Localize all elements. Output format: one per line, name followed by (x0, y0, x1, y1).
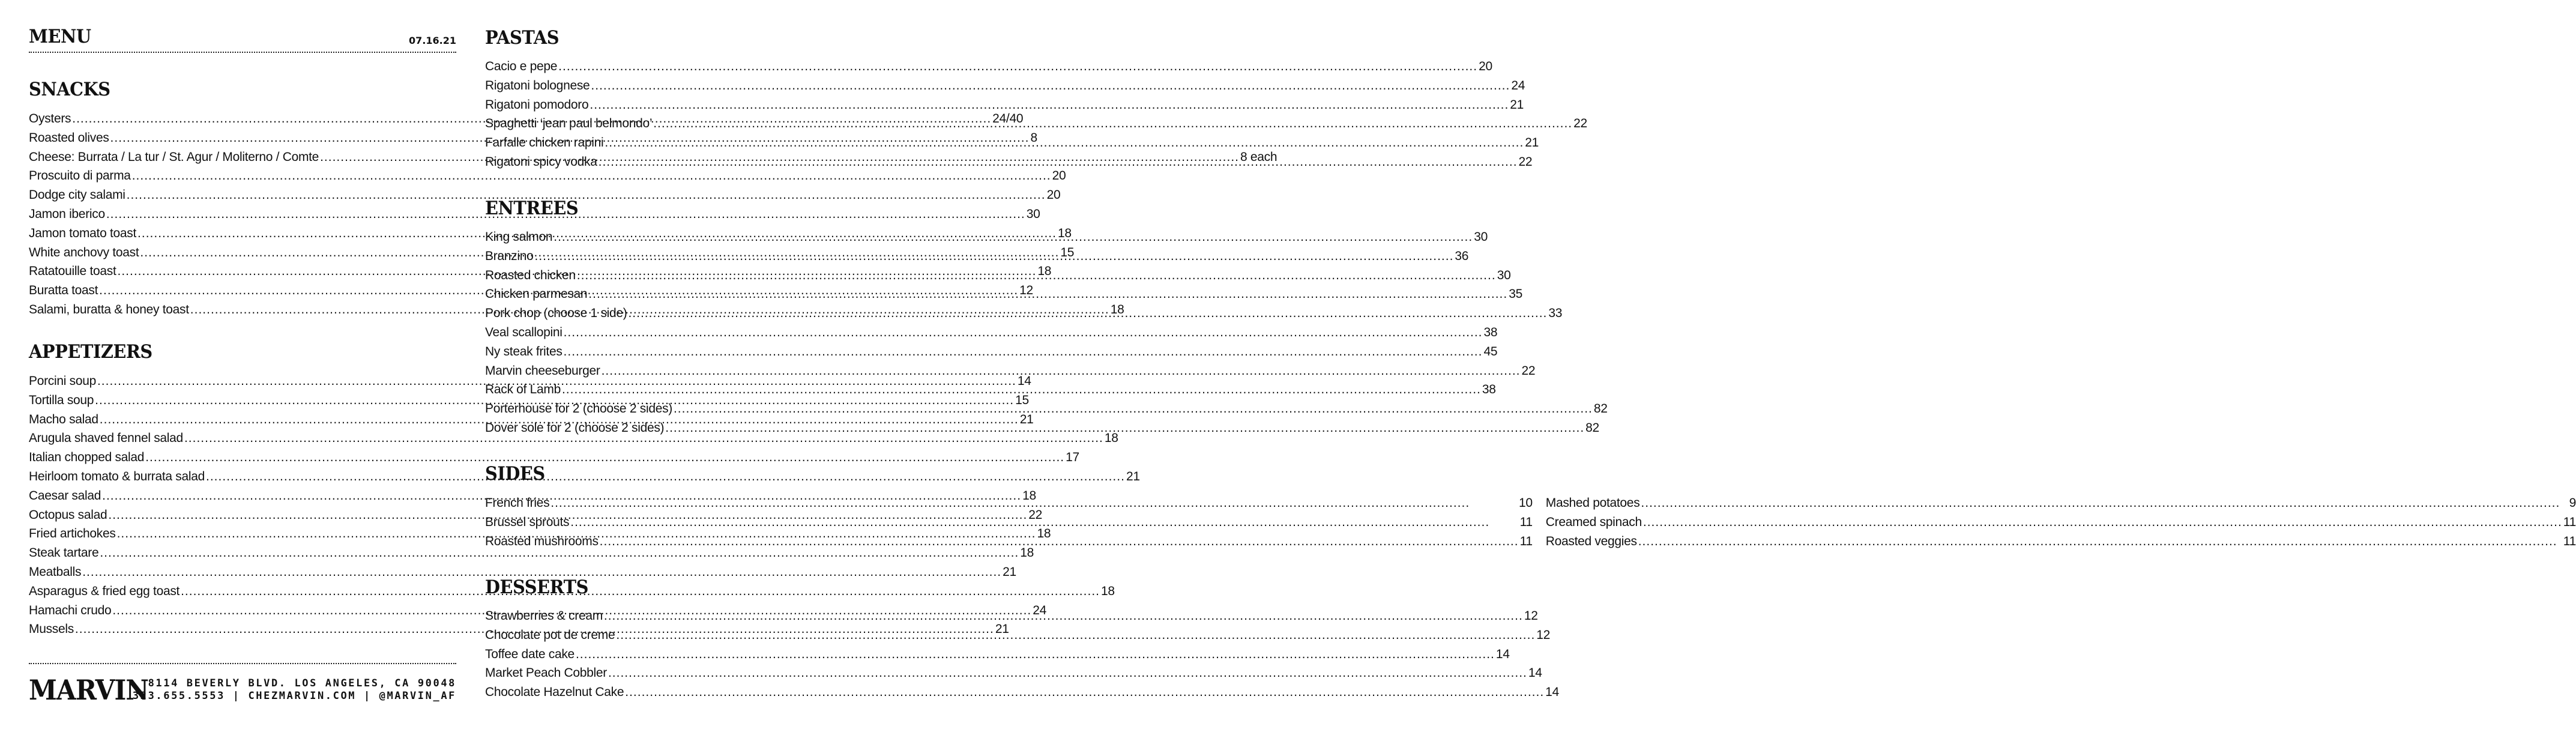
menu-item-name: Market Peach Cobbler (485, 666, 607, 680)
menu-item-price: 30 (1026, 207, 1040, 221)
dot-leader (127, 188, 1046, 202)
menu-item-name: Veal scallopini (485, 325, 563, 339)
section-title-pastas: PASTAS (485, 27, 560, 49)
menu-item-name: Dodge city salami (29, 188, 125, 202)
dot-leader (206, 470, 1125, 484)
menu-item-price: 10 (1519, 496, 1533, 510)
menu-item-price: 21 (1525, 136, 1539, 150)
menu-item (485, 97, 1524, 117)
menu-item-price: 14 (1495, 647, 1510, 661)
menu-item-price: 22 (1028, 507, 1043, 522)
menu-item-price: 18 (1057, 226, 1072, 240)
menu-item-name: Asparagus & fried egg toast (29, 584, 180, 598)
menu-item-price: 15 (1060, 245, 1075, 259)
menu-item-price: 30 (1474, 230, 1488, 244)
menu-item (485, 344, 1498, 364)
menu-item-name: Buratta toast (29, 283, 98, 298)
menu-header (29, 28, 456, 53)
address-line: 8114 BEVERLY BLVD. LOS ANGELES, CA 90048 (148, 677, 456, 689)
menu-item-price: 22 (1573, 116, 1587, 131)
menu-item-price: 18 (1022, 488, 1036, 503)
menu-item-name: Porcini soup (29, 374, 96, 388)
menu-item (29, 546, 1034, 565)
menu-item-name: Arugula shaved fennel salad (29, 431, 183, 446)
menu-item-name: Macho salad (29, 412, 98, 426)
dot-leader (590, 98, 1509, 112)
menu-item-name: Mashed potatoes (1545, 496, 1640, 510)
dot-leader (1643, 515, 2562, 530)
menu-item-price: 82 (1593, 402, 1608, 416)
menu-item (29, 169, 1066, 188)
menu-item (485, 78, 1525, 98)
menu-item (29, 564, 1016, 584)
menu-item-name: Porterhouse for 2 (choose 2 sides) (485, 402, 672, 416)
dot-leader (604, 609, 1523, 623)
menu-item-name: Branzino (485, 249, 534, 263)
menu-item-price: 11 (1519, 515, 1533, 529)
menu-item-name: Jamon iberico (29, 207, 105, 221)
menu-item-price: 24/40 (992, 112, 1024, 126)
menu-item-price: 36 (1455, 249, 1469, 263)
menu-item-price: 18 (1104, 431, 1118, 446)
menu-item-name: Caesar salad (29, 488, 101, 503)
dot-leader (628, 306, 1547, 321)
menu-item-price: 15 (1015, 393, 1029, 407)
menu-item (485, 534, 1533, 554)
menu-item (29, 188, 1061, 207)
menu-item-name: Cacio e pepe (485, 59, 558, 73)
dot-leader (605, 136, 1524, 150)
menu-item-price: 20 (1052, 169, 1066, 183)
menu-item-price: 14 (1528, 666, 1542, 680)
menu-item-name: King salmon (485, 230, 553, 244)
menu-item-price: 8 (1030, 130, 1037, 145)
menu-item (485, 647, 1510, 667)
section-title-sides: SIDES (485, 463, 545, 485)
dot-leader (625, 685, 1544, 700)
contact-line: 323.655.5553 | CHEZMARVIN.COM | @MARVIN_AF (132, 690, 456, 702)
dot-leader (181, 584, 1100, 599)
menu-item (1546, 534, 2576, 554)
menu-item-price: 20 (1046, 188, 1061, 202)
menu-item-price: 21 (1019, 412, 1034, 426)
dot-leader (602, 364, 1521, 378)
menu-item-price: 18 (1110, 302, 1124, 316)
menu-item (485, 136, 1539, 155)
menu-item-name: Roasted veggies (1545, 534, 1637, 548)
menu-date: 07.16.21 (409, 35, 456, 46)
menu-item-price: 12 (1019, 283, 1033, 298)
menu-item-name: Ratatouille toast (29, 264, 116, 279)
menu-item-name: Strawberries & cream (485, 609, 603, 623)
dot-leader (570, 515, 1518, 530)
dot-leader (591, 79, 1510, 93)
menu-item-price: 38 (1483, 325, 1498, 339)
dot-leader (600, 534, 1519, 549)
menu-item-price: 21 (995, 622, 1009, 637)
menu-item-name: Rigatoni bolognese (485, 78, 590, 92)
section-title-appetizers: APPETIZERS (29, 341, 152, 363)
section-title-snacks: SNACKS (29, 79, 110, 100)
menu-item-name: Chocolate Hazelnut Cake (485, 685, 624, 700)
menu-item-name: Ny steak frites (485, 344, 563, 358)
footer (29, 663, 456, 706)
menu-item-name: French fries (485, 496, 550, 510)
menu-item-name: Fried artichokes (29, 527, 116, 541)
menu-item-price: 18 (1100, 584, 1115, 598)
dot-leader (588, 287, 1507, 301)
menu-item (1546, 496, 2576, 515)
dot-leader (1641, 496, 2568, 510)
menu-item-name: Oysters (29, 112, 71, 126)
menu-item-price: 17 (1066, 450, 1079, 465)
menu-item-price: 21 (1510, 97, 1524, 112)
menu-item (485, 666, 1542, 685)
menu-item-name: Jamon tomato toast (29, 226, 137, 240)
menu-item-price: 21 (1126, 469, 1140, 483)
menu-item-price: 35 (1509, 287, 1522, 301)
menu-item-name: Meatballs (29, 564, 82, 579)
dot-leader (665, 421, 1584, 435)
dot-leader (577, 268, 1496, 283)
menu-item-name: Octopus salad (29, 507, 107, 522)
menu-item-name: Marvin cheeseburger (485, 363, 600, 378)
menu-item-name: Italian chopped salad (29, 450, 145, 465)
menu-item-price: 18 (1037, 264, 1052, 279)
menu-item-name: Tortilla soup (29, 393, 94, 407)
sides-left-column (485, 496, 1533, 553)
menu-item-price: 18 (1020, 546, 1034, 560)
section-title-desserts: DESSERTS (485, 576, 588, 598)
menu-item-price: 20 (1479, 59, 1492, 73)
menu-item-name: Roasted olives (29, 130, 109, 145)
section-title-entrees: ENTREES (485, 198, 579, 219)
menu-item-price: 8 each (1240, 150, 1277, 164)
menu-item-name: Rigatoni spicy vodka (485, 154, 597, 169)
menu-item-name: Rack of Lamb (485, 383, 561, 397)
dot-leader (145, 450, 1064, 465)
menu-item-price: 14 (1545, 685, 1559, 700)
menu-item-name: Farfalle chicken rapini (485, 136, 604, 150)
dot-leader (653, 116, 1572, 131)
menu-item-name: Brussel sprouts (485, 515, 570, 529)
menu-item-price: 22 (1521, 363, 1536, 378)
menu-item-name: Pork chop (choose 1 side) (485, 306, 627, 321)
brand-logo: MARVIN (29, 674, 149, 706)
menu-item-price: 12 (1524, 609, 1538, 623)
menu-item-name: Salami, buratta & honey toast (29, 302, 189, 316)
dot-leader (562, 383, 1481, 397)
dot-leader (550, 496, 1518, 510)
menu-item-price: 33 (1548, 306, 1563, 321)
menu-item (485, 59, 1492, 79)
sides-right-column (1546, 496, 2576, 553)
menu-item-name: Heirloom tomato & burrata salad (29, 469, 205, 483)
menu-item-name: Dover sole for 2 (choose 2 sides) (485, 420, 665, 435)
dot-leader (576, 647, 1495, 662)
menu-item-price: 14 (1017, 374, 1031, 388)
menu-item-price: 21 (1003, 564, 1016, 579)
menu-item-price: 11 (2563, 534, 2576, 548)
menu-item-price: 82 (1585, 420, 1599, 435)
menu-item-name: Spaghetti ‘jean paul belmondo’ (485, 116, 653, 131)
menu-item-price: 9 (2569, 496, 2576, 510)
menu-item-price: 24 (1033, 603, 1047, 617)
menu-item-name: Creamed spinach (1545, 515, 1642, 529)
menu-item (1546, 515, 2576, 534)
dot-leader (558, 59, 1477, 74)
menu-item (485, 685, 1559, 704)
menu-item (485, 515, 1533, 534)
menu-item-price: 12 (1536, 628, 1551, 642)
menu-item-price: 18 (1037, 527, 1051, 541)
page-title: MENU (29, 26, 91, 47)
menu-item-name: White anchovy toast (29, 245, 139, 259)
dot-leader (599, 155, 1518, 169)
dot-leader (1638, 534, 2562, 549)
menu-item-price: 38 (1482, 383, 1496, 397)
menu-item (485, 496, 1533, 515)
menu-item (29, 450, 1079, 470)
menu-item (485, 325, 1498, 345)
menu-item-price: 11 (2563, 515, 2576, 529)
menu-item-price: 11 (1519, 534, 1533, 548)
menu-item-name: Rigatoni pomodoro (485, 97, 589, 112)
menu-item-price: 22 (1518, 154, 1533, 169)
menu-item-name: Hamachi crudo (29, 603, 112, 617)
menu-item-name: Chocolate pot de creme (485, 628, 615, 642)
menu-item-price: 45 (1483, 344, 1498, 358)
menu-item-name: Mussels (29, 622, 74, 637)
menu-item-name: Proscuito di parma (29, 169, 131, 183)
menu-item (29, 431, 1118, 450)
menu-item-name: Roasted chicken (485, 268, 576, 282)
menu-item-name: Roasted mushrooms (485, 534, 599, 548)
menu-item-name: Cheese: Burrata / La tur / St. Agur / Moliterno / Comte (29, 150, 319, 164)
menu-item-price: 24 (1511, 78, 1525, 92)
menu-item-name: Steak tartare (29, 546, 99, 560)
menu-item-name: Chicken parmesan (485, 287, 588, 301)
dot-leader (608, 666, 1527, 680)
address-block (133, 677, 456, 703)
dot-leader (674, 402, 1593, 416)
dot-leader (554, 230, 1473, 244)
dot-leader (534, 249, 1453, 264)
dot-leader (564, 345, 1483, 359)
menu-item-price: 30 (1497, 268, 1511, 282)
dot-leader (616, 628, 1535, 643)
menu-item-name: Toffee date cake (485, 647, 575, 661)
dot-leader (564, 325, 1483, 340)
